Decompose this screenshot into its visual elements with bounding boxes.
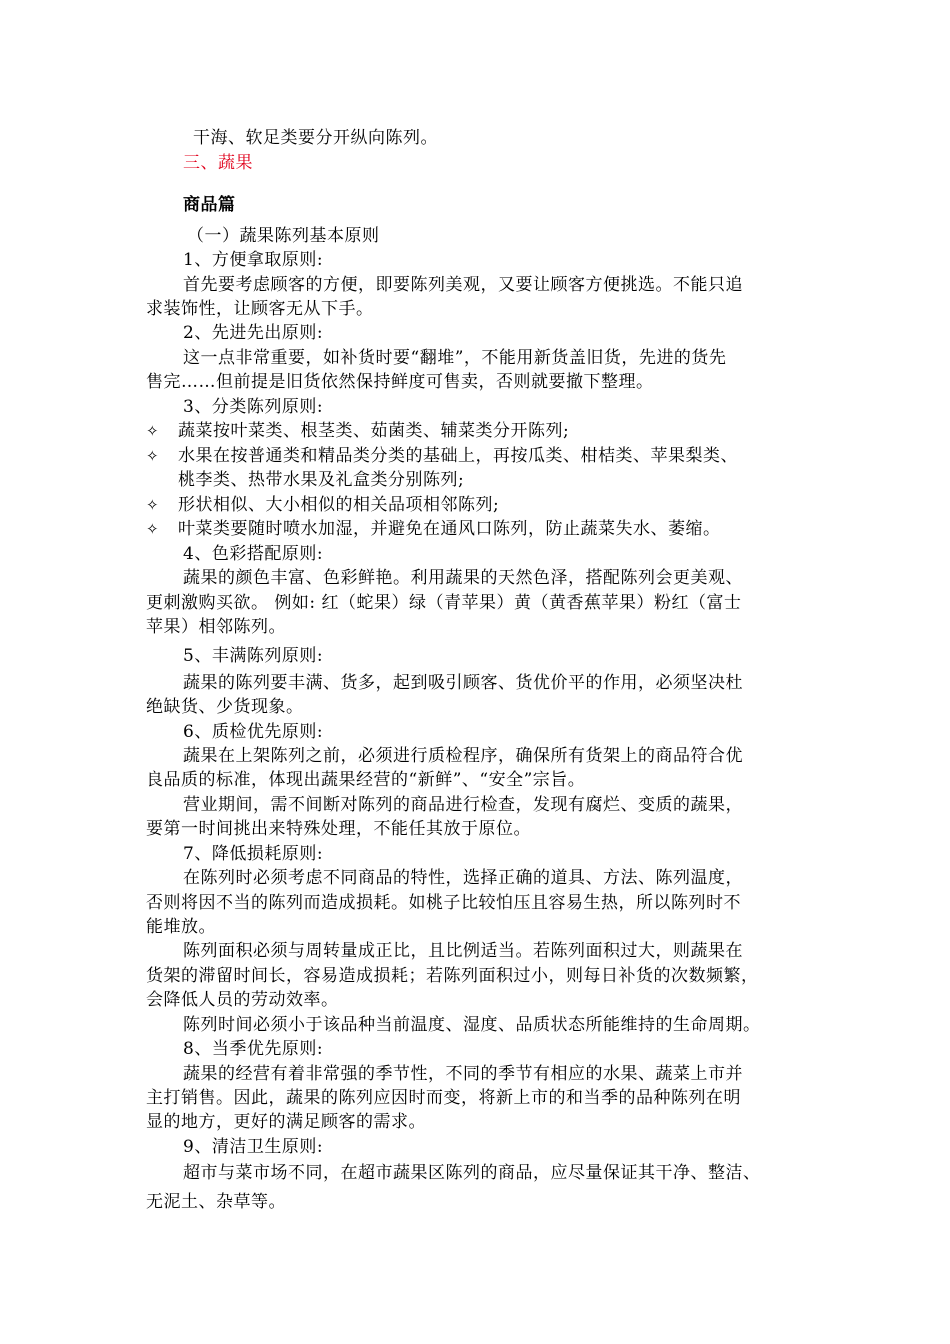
principle-7-title: 7、降低损耗原则: [183,844,324,864]
principle-9-title: 9、清洁卫生原则: [183,1137,324,1157]
paragraph-line: 绝缺货、少货现象。 [146,697,304,717]
paragraph-line: 无泥土、杂草等。 [146,1192,286,1212]
paragraph-line: 主打销售。因此，蔬果的陈列应因时而变，将新上市的和当季的品种陈列在明 [146,1088,741,1108]
text-line: 干海、软足类要分开纵向陈列。 [193,128,438,148]
principle-4-title: 4、色彩搭配原则: [183,544,324,564]
paragraph-line: 蔬果的经营有着非常强的季节性，不同的季节有相应的水果、蔬菜上市并 [183,1064,743,1084]
paragraph-line: 更刺激购买欲。 例如: 红（蛇果）绿（青苹果）黄（黄香蕉苹果）粉红（富士 [146,593,742,613]
diamond-bullet-icon: ✧ [146,447,159,465]
principle-6-title: 6、质检优先原则: [183,722,324,742]
bullet-item: 形状相似、大小相似的相关品项相邻陈列; [178,495,500,515]
paragraph-line: 求装饰性，让顾客无从下手。 [146,299,374,319]
bullet-item: 蔬菜按叶菜类、根茎类、茹菌类、辅菜类分开陈列; [178,421,570,441]
paragraph-line: 营业期间，需不间断对陈列的商品进行检查，发现有腐烂、变质的蔬果， [183,795,743,815]
paragraph-line: 货架的滞留时间长，容易造成损耗；若陈列面积过小，则每日补货的次数频繁， [146,966,759,986]
paragraph-line: 首先要考虑顾客的方便，即要陈列美观，又要让顾客方便挑选。不能只追 [183,275,743,295]
subheading-goods: 商品篇 [183,195,236,215]
principle-2-title: 2、先进先出原则: [183,323,324,343]
paragraph-line: 陈列时间必须小于该品种当前温度、湿度、品质状态所能维持的生命周期。 [183,1015,761,1035]
diamond-bullet-icon: ✧ [146,496,159,514]
paragraph-line: 在陈列时必须考虑不同商品的特性，选择正确的道具、方法、陈列温度， [183,868,743,888]
diamond-bullet-icon: ✧ [146,520,159,538]
paragraph-line: 蔬果在上架陈列之前，必须进行质检程序，确保所有货架上的商品符合优 [183,746,743,766]
paragraph-line: 蔬果的陈列要丰满、货多，起到吸引顾客、货优价平的作用，必须坚决杜 [183,673,743,693]
paragraph-line: 蔬果的颜色丰富、色彩鲜艳。利用蔬果的天然色泽，搭配陈列会更美观、 [183,568,743,588]
bullet-item-continued: 桃李类、热带水果及礼盒类分别陈列; [178,470,465,490]
paragraph-line: 能堆放。 [146,917,216,937]
paragraph-line: 否则将因不当的陈列而造成损耗。如桃子比较怕压且容易生热，所以陈列时不 [146,893,741,913]
paragraph-line: 显的地方，更好的满足顾客的需求。 [146,1112,426,1132]
paragraph-line: 良品质的标准，体现出蔬果经营的“新鲜”、“安全”宗旨。 [146,770,586,790]
bullet-item: 叶菜类要随时喷水加湿，并避免在通风口陈列，防止蔬菜失水、萎缩。 [178,519,721,539]
principle-8-title: 8、当季优先原则: [183,1039,324,1059]
paragraph-line: 要第一时间挑出来特殊处理，不能任其放于原位。 [146,819,531,839]
paragraph-line: 售完……但前提是旧货依然保持鲜度可售卖，否则就要撤下整理。 [146,372,654,392]
diamond-bullet-icon: ✧ [146,422,159,440]
principle-1-title: 1、方便拿取原则: [183,250,324,270]
paragraph-line: 超市与菜市场不同，在超市蔬果区陈列的商品，应尽量保证其干净、整洁、 [183,1163,761,1183]
paragraph-line: 这一点非常重要，如补货时要“翻堆”，不能用新货盖旧货，先进的货先 [183,348,727,368]
paragraph-line: 苹果）相邻陈列。 [146,617,286,637]
subheading-display-principles: （一）蔬果陈列基本原则 [187,226,380,246]
paragraph-line: 陈列面积必须与周转量成正比，且比例适当。若陈列面积过大，则蔬果在 [183,941,743,961]
section-heading-produce: 三、蔬果 [183,153,253,173]
principle-3-title: 3、分类陈列原则: [183,397,324,417]
principle-5-title: 5、丰满陈列原则: [183,646,324,666]
bullet-item: 水果在按普通类和精品类分类的基础上，再按瓜类、柑桔类、苹果梨类、 [178,446,738,466]
paragraph-line: 会降低人员的劳动效率。 [146,990,339,1010]
